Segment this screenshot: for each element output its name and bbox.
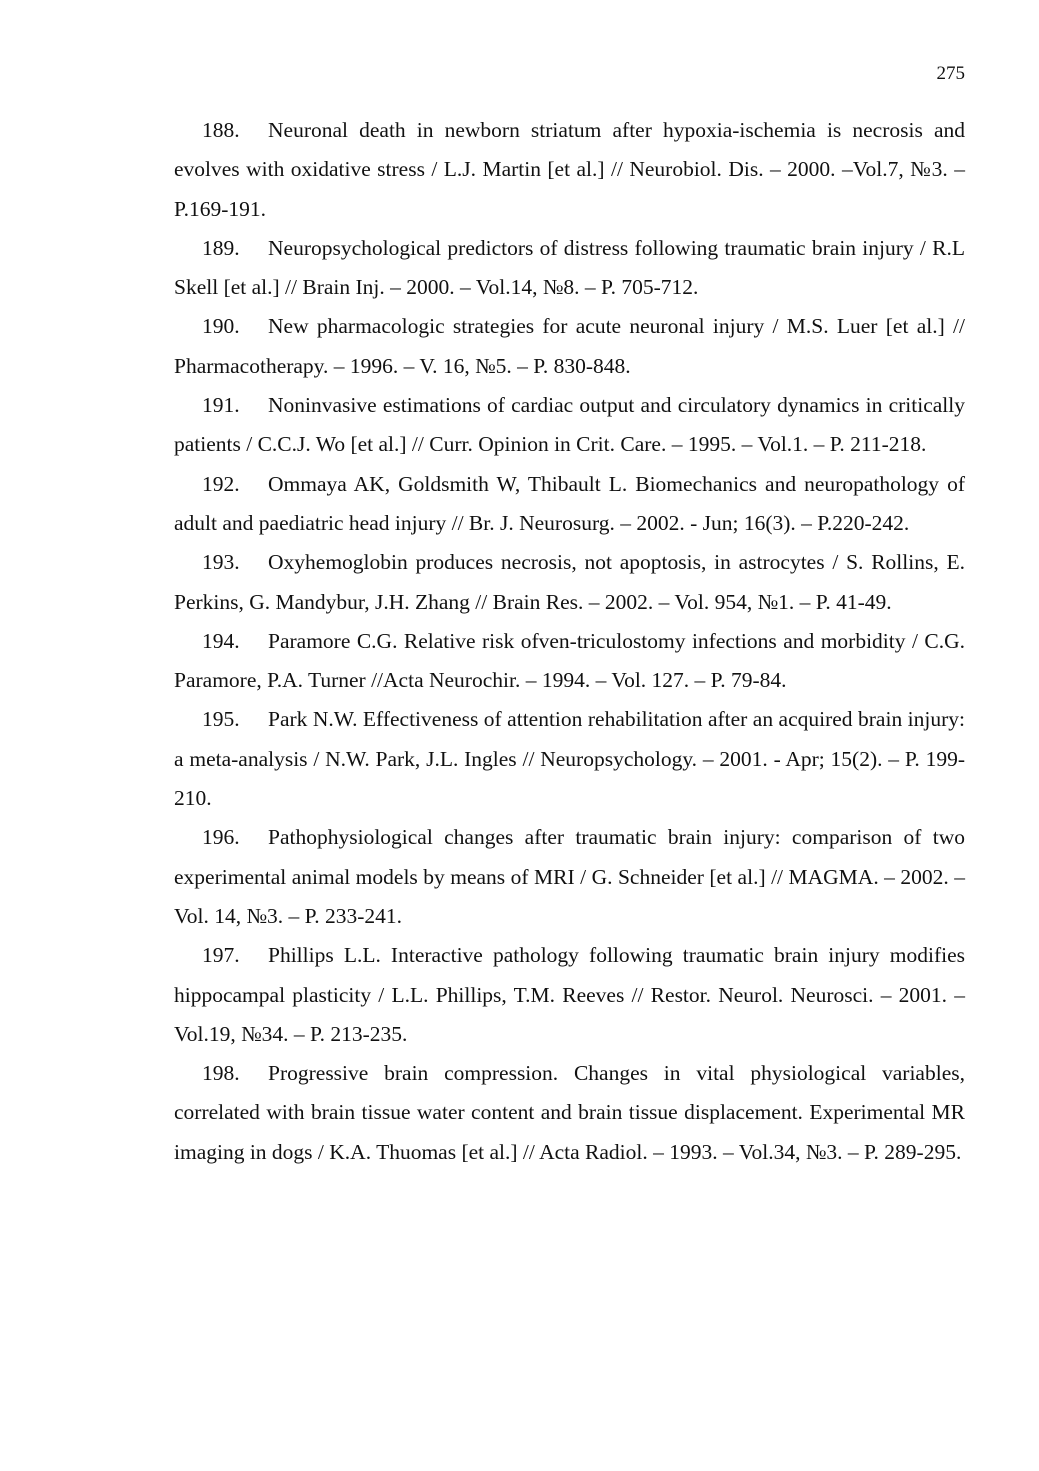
- reference-item: [174, 818, 965, 936]
- reference-item: [174, 229, 965, 308]
- reference-item: [174, 622, 965, 701]
- reference-text: Progressive brain compression. Changes in vital physiological variables, correlated with brain tissue water content and brain tissue displacement. Experimental MR imaging in dogs / K.A. Thuomas [et al.] // Acta Radiol. – 1993. – Vol.34, №3. – P. 289-295.: [174, 1061, 965, 1164]
- reference-item: [174, 700, 965, 818]
- reference-number: 189.: [202, 235, 240, 260]
- reference-text: Pathophysiological changes after traumatic brain injury: comparison of two experimental animal models by means of MRI / G. Schneider [et al.] // MAGMA. – 2002. – Vol. 14, №3. – P. 233-241.: [174, 825, 965, 928]
- reference-number: 197.: [202, 943, 240, 968]
- reference-number: 192.: [202, 471, 240, 496]
- reference-item: [174, 1054, 965, 1172]
- reference-number: 190.: [202, 314, 240, 339]
- page-number: 275: [936, 63, 965, 84]
- reference-item: [174, 543, 965, 622]
- reference-number: 188.: [202, 118, 240, 142]
- reference-text: Neuronal death in newborn striatum after hypoxia-ischemia is necrosis and evolves with oxidative stress / L.J. Martin [et al.] // Neurobiol. Dis. – 2000. –Vol.7, №3. – P.169-191.: [174, 118, 965, 221]
- reference-item: [174, 111, 965, 229]
- reference-text: Ommaya AK, Goldsmith W, Thibault L. Biomechanics and neuropathology of adult and paediatric head injury // Br. J. Neurosurg. – 2002. - Jun; 16(3). – P.220-242.: [174, 471, 965, 535]
- reference-item: [174, 386, 965, 465]
- reference-number: 195.: [202, 707, 240, 732]
- reference-text: New pharmacologic strategies for acute neuronal injury / M.S. Luer [et al.] // Pharmacotherapy. – 1996. – V. 16, №5. – P. 830-848.: [174, 314, 965, 378]
- reference-item: [174, 936, 965, 1054]
- reference-text: Neuropsychological predictors of distress following traumatic brain injury / R.L Skell [et al.] // Brain Inj. – 2000. – Vol.14, №8. – P. 705-712.: [174, 235, 965, 300]
- reference-number: 198.: [202, 1061, 240, 1086]
- reference-text: Park N.W. Effectiveness of attention rehabilitation after an acquired brain injury: a meta-analysis / N.W. Park, J.L. Ingles // Neuropsychology. – 2001. - Apr; 15(2). – P. 199-210.: [174, 707, 965, 811]
- reference-item: [174, 307, 965, 386]
- reference-number: 196.: [202, 825, 240, 850]
- reference-text: Oxyhemoglobin produces necrosis, not apoptosis, in astrocytes / S. Rollins, E. Perkins, G. Mandybur, J.H. Zhang // Brain Res. – 2002. – Vol. 954, №1. – P. 41-49.: [174, 550, 965, 614]
- reference-text: Phillips L.L. Interactive pathology following traumatic brain injury modifies hippocampal plasticity / L.L. Phillips, T.M. Reeves // Restor. Neurol. Neurosci. – 2001. – Vol.19, №34. – P. 213-235.: [174, 943, 965, 1046]
- reference-number: 191.: [202, 393, 240, 418]
- reference-number: 194.: [202, 628, 240, 653]
- reference-item: [174, 465, 965, 544]
- reference-text: Paramore C.G. Relative risk ofven-triculostomy infections and morbidity / C.G. Paramore, P.A. Turner //Acta Neurochir. – 1994. – Vol. 127. – P. 79-84.: [174, 628, 965, 693]
- reference-number: 193.: [202, 550, 240, 575]
- reference-text: Noninvasive estimations of cardiac output and circulatory dynamics in critically patients / C.C.J. Wo [et al.] // Curr. Opinion in Crit. Care. – 1995. – Vol.1. – P. 211-218.: [174, 393, 965, 457]
- reference-list: [174, 111, 965, 1172]
